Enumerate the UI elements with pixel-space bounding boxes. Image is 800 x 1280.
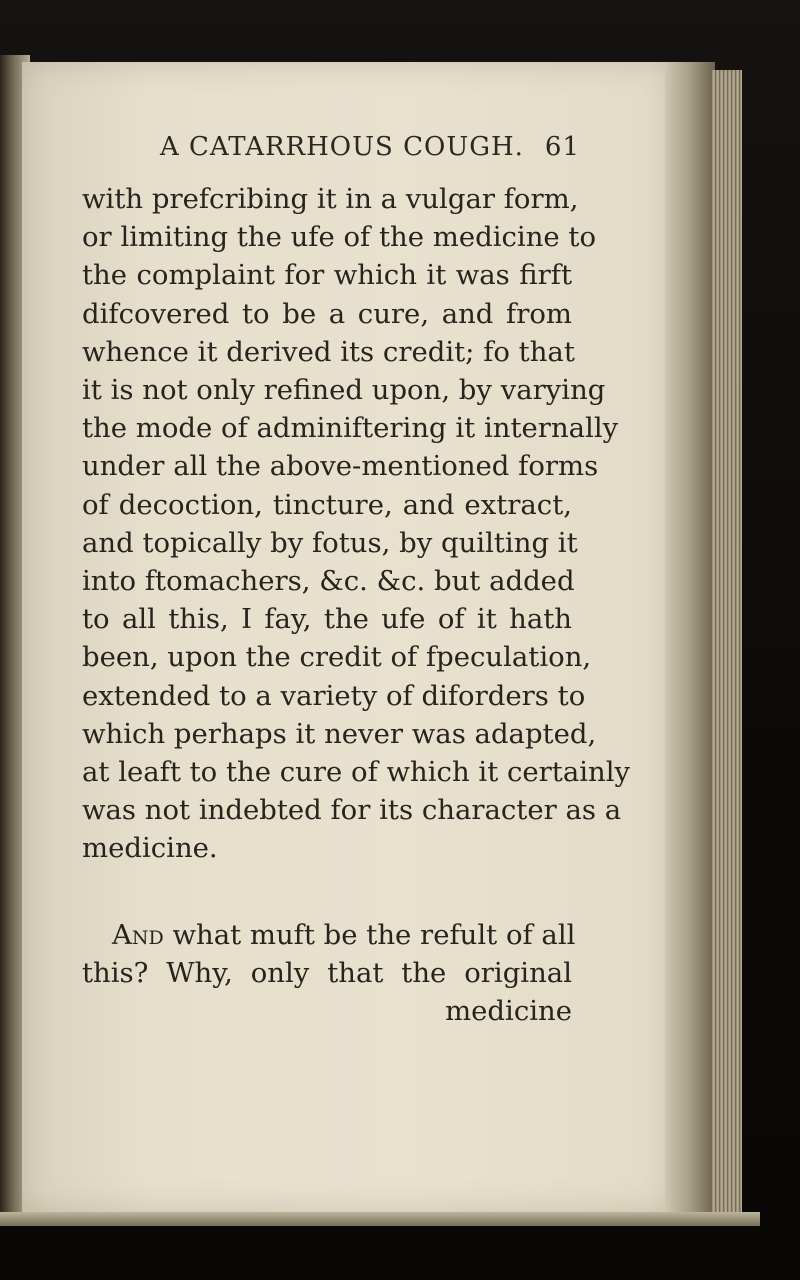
text-line: of decoction, tincture, and extract, [82, 488, 572, 521]
text-line: which perhaps it never was adapted, [82, 717, 597, 750]
text-line: the mode of adminiftering it internally [82, 412, 619, 445]
text-line: or limiting the ufe of the medicine to [82, 221, 597, 254]
text-line: at leaft to the cure of which it certainly [82, 756, 631, 789]
running-header [160, 132, 580, 162]
text-line: whence it derived its credit; fo that [82, 335, 575, 368]
lead-word: And [112, 918, 164, 951]
catchword: medicine [445, 995, 572, 1028]
text-line: this? Why, only that the original [82, 956, 572, 989]
text-line: with prefcribing it in a vulgar form, [82, 183, 579, 215]
paragraph-2 [82, 916, 576, 1031]
text-line: it is not only refined upon, by varying [82, 374, 606, 407]
text-line: been, upon the credit of fpeculation, [82, 641, 592, 674]
text-line: to all this, I fay, the ufe of it hath [82, 603, 572, 636]
text-line: medicine. [82, 832, 218, 865]
text-line: the complaint for which it was firft [82, 259, 572, 292]
page-gutter [665, 62, 715, 1212]
body-text [82, 180, 631, 1030]
text-line: and topically by fotus, by quilting it [82, 526, 578, 559]
page-stack-edge [712, 70, 742, 1220]
text-line: difcovered to be a cure, and from [82, 297, 572, 330]
text-line: into ftomachers, &c. &c. but added [82, 565, 575, 598]
text-line: under all the above-mentioned forms [82, 450, 599, 483]
page-number: 61 [544, 132, 580, 162]
text-line [82, 916, 576, 954]
paragraph-1 [82, 180, 631, 868]
text-line: extended to a variety of diforders to [82, 679, 586, 712]
text-line: was not indebted for its character as a [82, 794, 622, 827]
line-text: what muft be the refult of all [163, 918, 576, 951]
running-title: A CATARRHOUS COUGH. [160, 132, 524, 162]
bottom-page-edge [0, 1212, 760, 1226]
paragraph-gap [82, 868, 572, 916]
